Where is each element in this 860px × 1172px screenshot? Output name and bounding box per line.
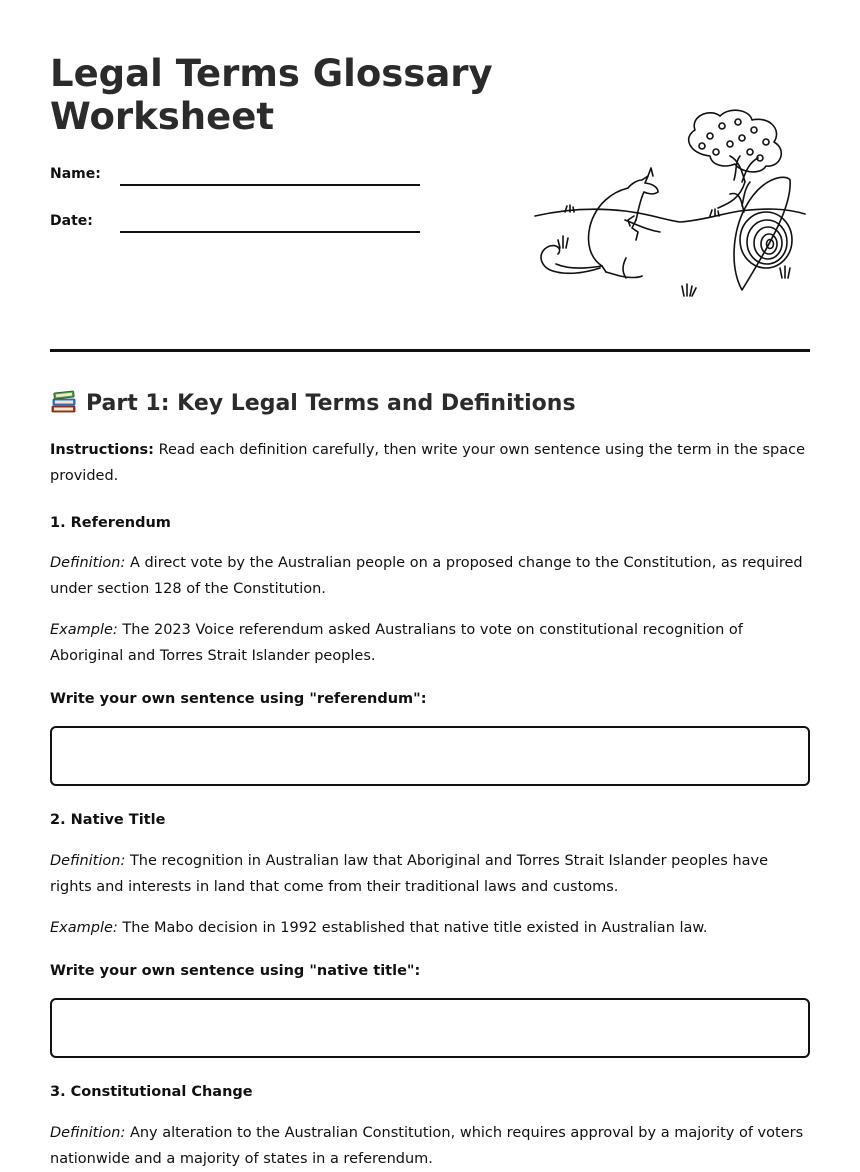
term-heading-constitutional-change: 3. Constitutional Change xyxy=(50,1084,253,1100)
name-line[interactable] xyxy=(120,184,420,186)
answer-box-native-title[interactable] xyxy=(50,998,810,1058)
definition-label: Definition: xyxy=(50,853,126,869)
term-example-referendum xyxy=(50,617,810,669)
term-definition-referendum xyxy=(50,550,810,602)
part1-title xyxy=(50,388,576,419)
date-field[interactable] xyxy=(50,212,420,238)
term-heading-native-title: 2. Native Title xyxy=(50,812,166,828)
books-icon xyxy=(50,388,78,414)
name-label: Name: xyxy=(50,166,101,182)
part1-title-text: Part 1: Key Legal Terms and Definitions xyxy=(86,391,576,416)
example-text: The Mabo decision in 1992 established that native title existed in Australian law. xyxy=(117,920,708,936)
definition-label: Definition: xyxy=(50,1125,126,1141)
definition-text: Any alteration to the Australian Constitution, which requires approval by a majority of voters nationwide and a majority of states in a referendum. xyxy=(50,1125,804,1167)
instructions xyxy=(50,437,810,489)
instructions-text: Read each definition carefully, then write your own sentence using the term in the space provided. xyxy=(50,442,805,484)
prompt-referendum: Write your own sentence using "referendum": xyxy=(50,691,427,707)
date-label: Date: xyxy=(50,213,93,229)
example-label: Example: xyxy=(50,920,118,936)
definition-text: The recognition in Australian law that Aboriginal and Torres Strait Islander peoples have rights and interests in land that come from their traditional laws and customs. xyxy=(50,853,769,895)
definition-label: Definition: xyxy=(50,555,126,571)
name-field[interactable] xyxy=(50,165,420,191)
example-label: Example: xyxy=(50,622,118,638)
example-text: The 2023 Voice referendum asked Australians to vote on constitutional recognition of Aboriginal and Torres Strait Islander peoples. xyxy=(50,622,743,664)
term-definition-native-title xyxy=(50,848,810,900)
term-definition-constitutional-change xyxy=(50,1120,810,1172)
instructions-label: Instructions: xyxy=(50,442,154,458)
kangaroo-tree-landscape-illustration xyxy=(530,108,810,304)
section-divider xyxy=(50,349,810,352)
date-line[interactable] xyxy=(120,231,420,233)
worksheet-title: Legal Terms Glossary Worksheet xyxy=(50,52,493,138)
prompt-native-title: Write your own sentence using "native title": xyxy=(50,963,421,979)
answer-box-referendum[interactable] xyxy=(50,726,810,786)
term-heading-referendum: 1. Referendum xyxy=(50,515,171,531)
term-example-native-title xyxy=(50,915,810,941)
definition-text: A direct vote by the Australian people on a proposed change to the Constitution, as required under section 128 of the Constitution. xyxy=(50,555,803,597)
